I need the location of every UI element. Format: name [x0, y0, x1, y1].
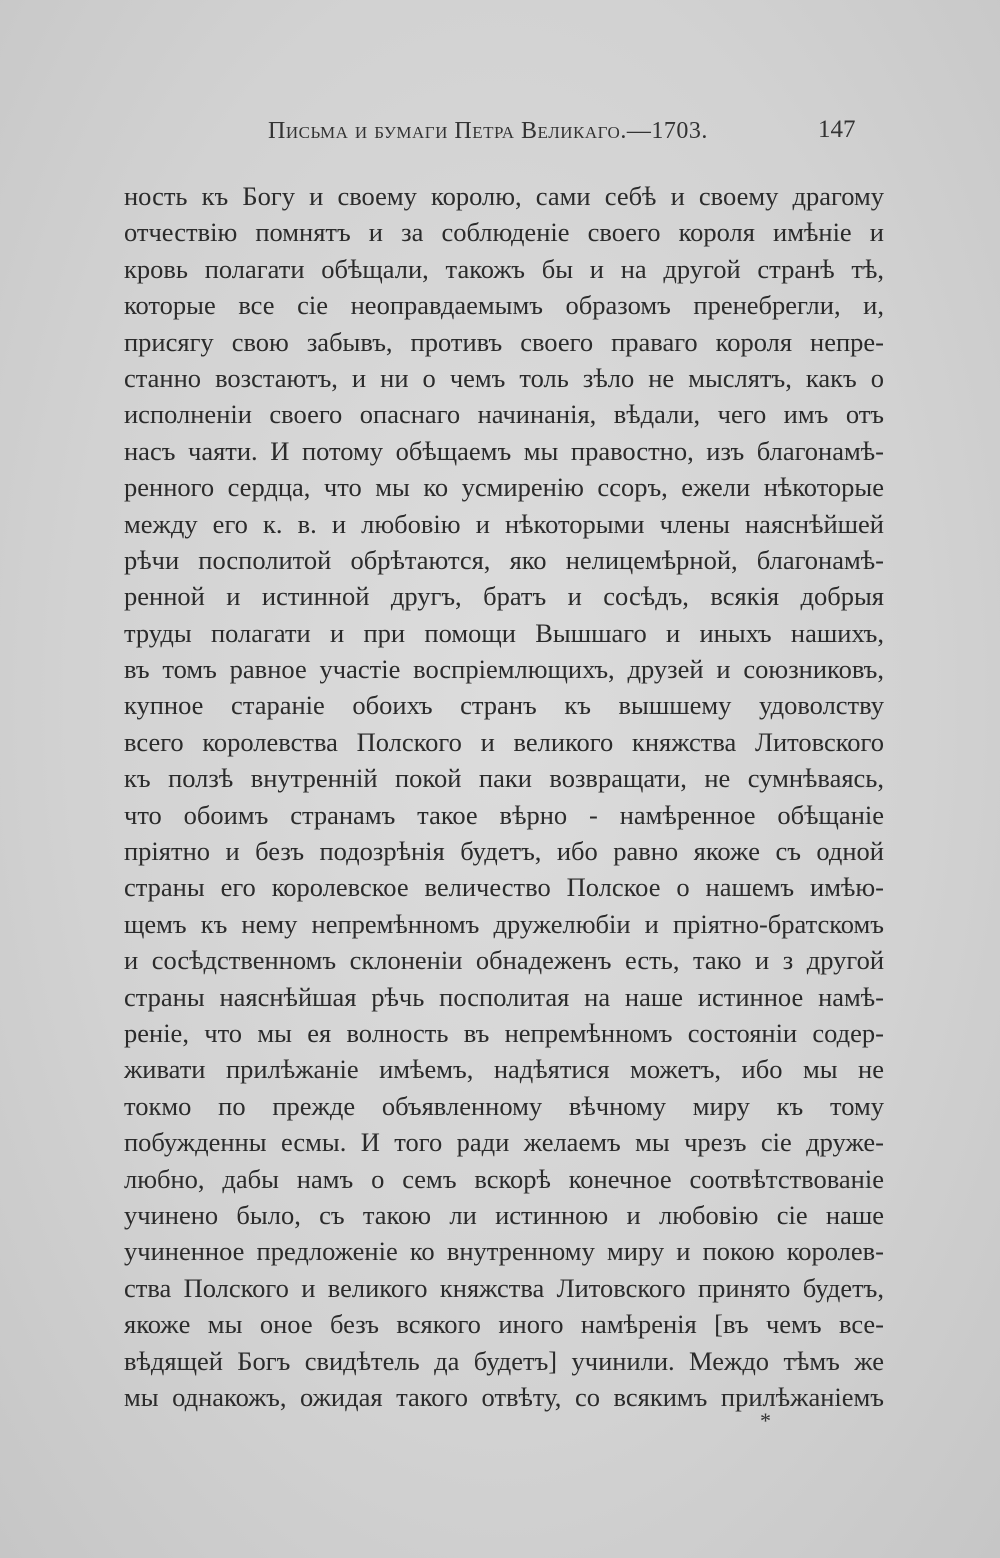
text-line: учинено было, съ такою ли истинною и любовiю сiе наше	[124, 1199, 884, 1230]
text-line: ность къ Богу и своему королю, сами себѣ и своему драгому	[124, 181, 884, 211]
text-line: рѣчи посполитой обрѣтаются, яко нелицемѣрной, благонамѣ-	[124, 544, 884, 575]
text-line: ренного сердца, что мы ко усмиренiю ссоръ, ежели нѣкоторые	[124, 472, 884, 503]
text-line: кровь полагати обѣщали, такожъ бы и на другой странѣ тѣ,	[124, 253, 884, 284]
text-line: исполненiи своего опаснаго начинанiя, вѣдали, чего имъ отъ	[124, 399, 884, 430]
text-line: побужденны есмы. И того ради желаемъ мы чрезъ сiе друже-	[124, 1127, 884, 1158]
text-line: насъ чаяти. И потому обѣщаемъ мы правостно, изъ благонамѣ-	[124, 435, 884, 466]
text-line: ренной и истинной другъ, братъ и сосѣдъ, всякiя добрыя	[124, 581, 884, 612]
text-line: якожe мы оное безъ всякого иного намѣренiя [въ чемъ все-	[124, 1309, 884, 1340]
text-line: всего королевства Полского и великого княжства Литовского	[124, 726, 884, 757]
text-line: учиненное предложенiе ко внутренному миру и покою королев-	[124, 1236, 884, 1267]
text-line: станно возстаютъ, и ни о чемъ толь зѣло не мыслятъ, какъ о	[124, 362, 884, 393]
page-number: 147	[818, 116, 856, 143]
text-line: любно, дабы намъ о семъ вскорѣ конечное соотвѣтствованiе	[124, 1163, 884, 1194]
text-line: щемъ къ нему непремѣнномъ дружелюбiи и прiятно-братскомъ	[124, 908, 884, 939]
text-line: отчествiю помнятъ и за соблюденiе своего короля имѣнiе и	[124, 217, 884, 248]
text-line: живати прилѣжанiе имѣемъ, надѣятися можетъ, ибо мы не	[124, 1054, 884, 1085]
text-line: въ томъ равное участiе воспрiемлющихъ, друзей и союзниковъ,	[124, 654, 884, 685]
text-line: ренiе, что мы ея волность въ непремѣнномъ состоянiи содер-	[124, 1017, 884, 1048]
text-line: что обоимъ странамъ такое вѣрно - намѣренное обѣщанiе	[124, 799, 884, 830]
text-line: труды полагати и при помощи Вышшаго и иныхъ нашихъ,	[124, 617, 884, 648]
text-line: и сосѣдственномъ склоненiи обнадеженъ есть, тако и з другой	[124, 945, 884, 976]
text-line: къ ползѣ внутреннiй покой паки возвращати, не сумнѣваясь,	[124, 763, 884, 794]
text-line: присягу свою забывъ, противъ своего праваго короля непре-	[124, 326, 884, 357]
running-title: Письма и бумаги Петра Великаго.—1703.	[268, 118, 708, 144]
text-line: ства Полского и великого княжства Литовского принято будетъ,	[124, 1272, 884, 1303]
text-line: токмо по прежде объявленному вѣчному миру къ тому	[124, 1090, 884, 1121]
text-line: между его к. в. и любовiю и нѣкоторыми члены наяснѣйшей	[124, 508, 884, 539]
signature-mark: *	[760, 1408, 771, 1433]
text-line: которые все сiе неоправдаемымъ образомъ пренебрегли, и,	[124, 290, 884, 321]
text-line: страны его королевское величество Полское о нашемъ имѣю-	[124, 872, 884, 903]
body-text	[124, 178, 884, 1415]
text-line: купное старанiе обоихъ странъ къ вышшему удоволству	[124, 690, 884, 721]
text-line: мы однакожъ, ожидая такого отвѣту, со всякимъ прилѣжанiемъ	[124, 1381, 884, 1412]
text-line: страны наяснѣйшая рѣчь посполитая на наше истинное намѣ-	[124, 981, 884, 1012]
text-line: вѣдящей Богъ свидѣтель да будетъ] учинили. Междо тѣмъ же	[124, 1345, 884, 1376]
text-line: прiятно и безъ подозрѣнiя будетъ, ибо равно якожe съ одной	[124, 836, 884, 867]
